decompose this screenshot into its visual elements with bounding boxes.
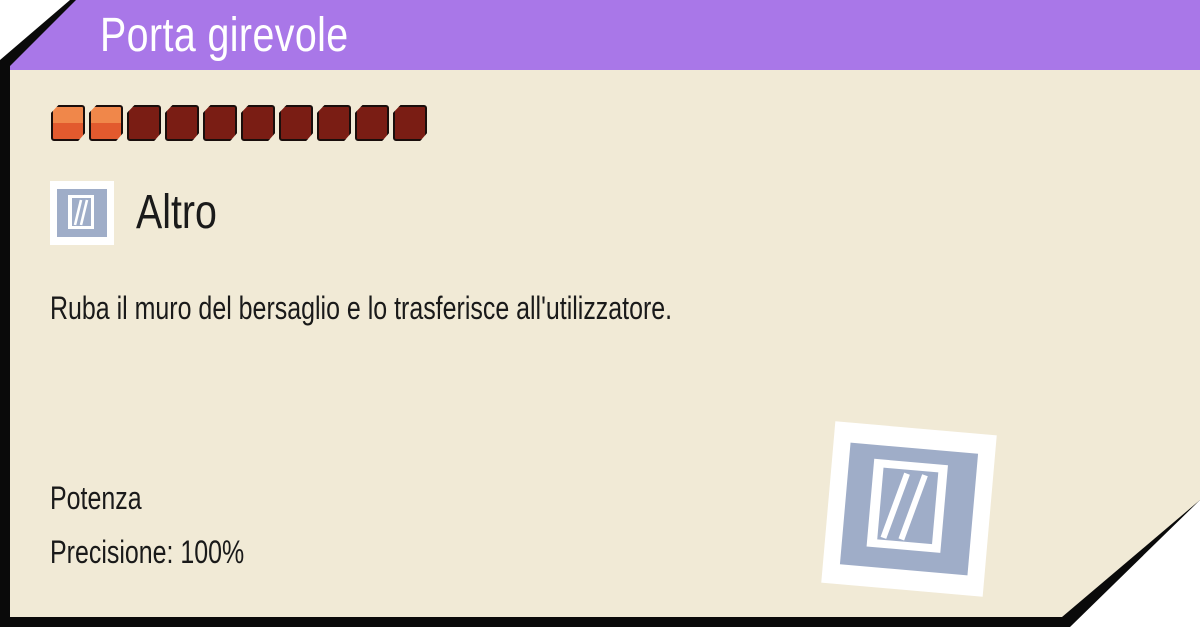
pip-empty xyxy=(355,105,389,141)
accuracy-label: Precisione: 100% xyxy=(50,534,245,570)
status-category-big-icon xyxy=(821,421,997,597)
pip-empty xyxy=(127,105,161,141)
pip-filled xyxy=(51,105,85,141)
pip-empty xyxy=(317,105,351,141)
move-description: Ruba il muro del bersaglio e lo trasferisce all'utilizzatore. xyxy=(50,290,673,326)
power-label: Potenza xyxy=(50,480,142,516)
pp-pips xyxy=(51,105,427,145)
pip-filled xyxy=(89,105,123,141)
move-title: Porta girevole xyxy=(100,9,349,62)
pip-empty xyxy=(279,105,313,141)
pip-empty xyxy=(393,105,427,141)
pip-empty xyxy=(165,105,199,141)
category-label: Altro xyxy=(136,186,217,239)
pip-empty xyxy=(203,105,237,141)
status-category-icon xyxy=(50,181,114,245)
pip-empty xyxy=(241,105,275,141)
